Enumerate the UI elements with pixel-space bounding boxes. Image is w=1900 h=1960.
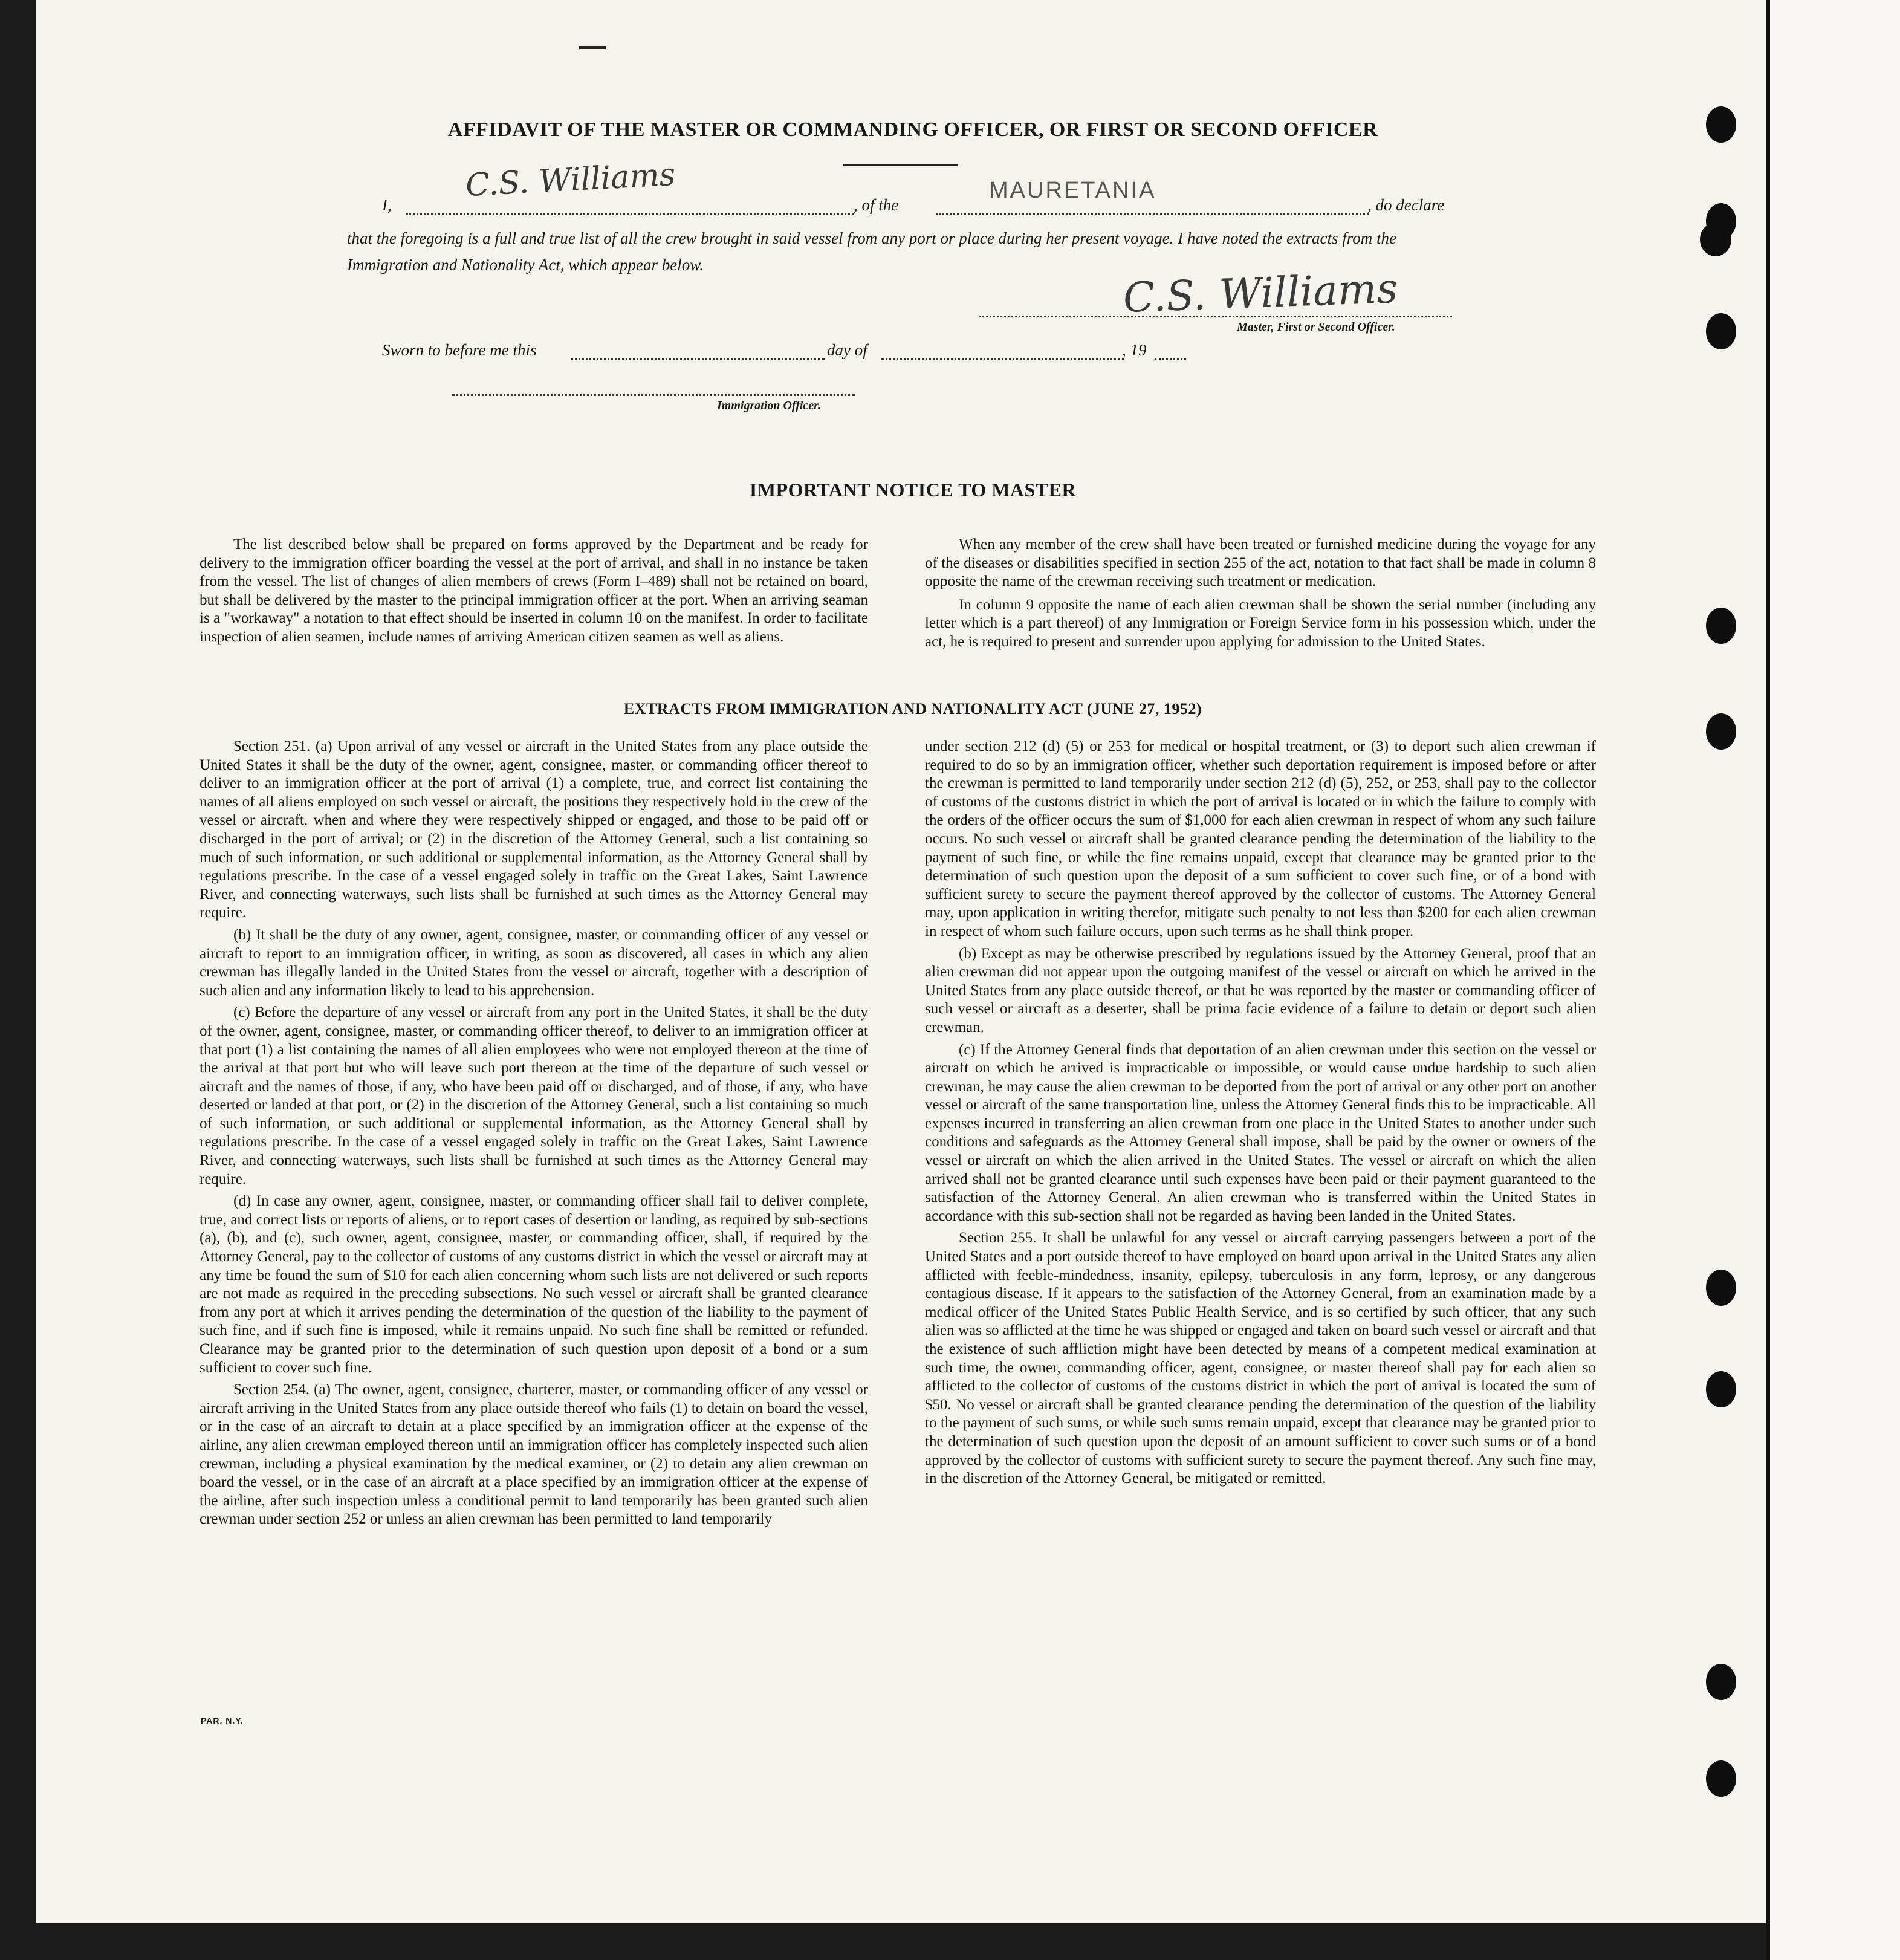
binder-margin [1766,0,1900,1960]
section-251-b: (b) It shall be the duty of any owner, agent, consignee, master, or commanding officer of any vessel or aircraft to report to an immigration officer, in writing, as soon as discovered, all cases in which any alien crewman has illegally landed in the United States from the vessel or aircraft, together with a description of such alien and any information likely to lead to his apprehension. [199,926,868,999]
month-blank [881,358,1124,360]
stray-mark [579,46,606,49]
notice-right-paragraph-1: When any member of the crew shall have been treated or furnished medicine during the voyage for any of the diseases or disabilities specified in section 255 of the act, notation to that fact shall be made in column 8 opposite the name of the crewman receiving such treatment or medication. [925,536,1596,590]
section-254-b: (b) Except as may be otherwise prescribed by regulations issued by the Attorney General, proof that an alien crewman did not appear upon the outgoing manifest of the vessel or aircraft on which he arrived in the United States from any place outside thereof, or that he was reported by the master or commanding officer of such vessel or aircraft as a deserter, shall be prima facie evidence of a failure to detain or deport such alien crewman. [925,945,1596,1036]
section-254-a-continued: under section 212 (d) (5) or 253 for medical or hospital treatment, or (3) to deport such alien crewman if required to do so by an immigration officer, whether such deportation requirement is imposed before or after the crewman is permitted to land temporarily under section 212 (d) (5), 252, or 253, shall pay to the collector of customs of the customs district in which the port of arrival is located or in which the failure to comply with the orders of the officer occurs the sum of $1,000 for each alien crewman in respect of whom any such failure occurs. No such vessel or aircraft shall be granted clearance pending the determination of the liability to the payment of such fine, or while the fine remains unpaid, except that clearance may be granted prior to the determination of such question upon the deposit of a sum sufficient to cover such fine, or of a bond with sufficient surety to secure the payment thereof approved by the collector of customs. The Attorney General may, upon application in writing therefor, mitigate such penalty to not less than $200 for each alien crewman in respect of whom such failure occurs, upon such terms as he shall think proper. [925,738,1596,939]
section-251-d: (d) In case any owner, agent, consignee, master, or commanding officer shall fail to deliver complete, true, and correct lists or reports of aliens, or to report cases of desertion or landing, as required by sub-sections (a), (b), and (c), such owner, agent, consignee, master, or commanding officer, shall, if required by the Attorney General, pay to the collector of customs of any customs district in which the vessel or aircraft may at any time be found the sum of $10 for each alien concerning whom such lists are not delivered or such reports are not made as required in the preceding subsections. No such vessel or aircraft shall be granted clearance from any port at which it arrives pending the determination of the question of the liability to the payment of such fine, and if such fine is imposed, while it remains unpaid. No such fine shall be remitted or refunded. Clearance may be granted prior to the determination of such question upon deposit of a bond or a sum sufficient to cover such fine. [199,1193,868,1376]
section-251-a: Section 251. (a) Upon arrival of any vessel or aircraft in the United States from any place outside the United States it shall be the duty of the owner, agent, consignee, master, or commanding officer thereof to deliver to an immigration officer at the port of arrival (1) a complete, true, and correct list containing the names of all aliens employed on such vessel or aircraft, the positions they respectively hold in the crew of the vessel or aircraft, when and where they were respectively shipped or engaged, and those to be paid off or discharged in the port of arrival; or (2) in the discretion of the Attorney General, such a list containing so much of such information, or such additional or supplemental information, as the Attorney General shall by regulations prescribe. In the case of a vessel engaged solely in traffic on the Great Lakes, Saint Lawrence River, and connecting waterways, such lists shall be furnished at such times as the Attorney General may require. [199,738,868,921]
section-254-a: Section 254. (a) The owner, agent, consignee, charterer, master, or commanding officer of any vessel or aircraft arriving in the United States from any place outside thereof who fails (1) to detain on board the vessel, or in the case of an aircraft to detain at a place specified by an immigration officer at the expense of the airline, any alien crewman employed thereon until an immigration officer has completely inspected such alien crewman, including a physical examination by the medical examiner, or (2) to detain any alien crewman on board the vessel, or in the case of an aircraft at a place specified by an immigration officer at the expense of the airline, after such inspection unless a conditional permit to land temporarily has been granted such alien crewman under section 252 or unless an alien crewman has been permitted to land temporarily [199,1381,868,1528]
sworn-label: Sworn to before me this [382,341,537,359]
section-254-c: (c) If the Attorney General finds that deportation of an alien crewman under this section on the vessel or aircraft on which he arrived is impracticable or impossible, or would cause undue hardship to such alien crewman, he may cause the alien crewman to be deported from the port of arrival or any other port on another vessel or aircraft of the same transportation line, unless the Attorney General finds this to be impracticable. All expenses incurred in transferring an alien crewman from one place in the United States to another under such conditions and safeguards as the Attorney General shall impose, shall be paid by the owner or owners of the vessel or aircraft on which the alien arrived in the United States. The vessel or aircraft on which the alien arrived shall not be granted clearance until such expenses have been paid or their payment guaranteed to the satisfaction of the Attorney General. An alien crewman who is transferred within the United States in accordance with this sub-section shall not be regarded as having been landed in the United States. [925,1041,1596,1224]
punch-hole [1706,1270,1736,1306]
vessel-name-stamp: MAURETANIA [989,178,1156,203]
punch-hole [1706,1664,1736,1700]
notice-right-column [925,536,1596,655]
punch-hole [1706,106,1736,143]
day-of-label: day of [827,341,867,359]
name-blank [406,213,854,215]
extracts-left-column [199,738,868,1533]
line1-of-the-label: , of the [854,196,899,214]
punch-hole [1706,608,1736,644]
punch-hole [1706,1760,1736,1797]
affidavit-title: AFFIDAVIT OF THE MASTER OR COMMANDING OFFICER, OR FIRST OR SECOND OFFICER [447,118,1378,141]
year-prefix: , 19 [1122,341,1147,359]
notice-heading: IMPORTANT NOTICE TO MASTER [749,479,1077,501]
title-rule [843,164,958,166]
extracts-heading: EXTRACTS FROM IMMIGRATION AND NATIONALITY ACT (JUNE 27, 1952) [623,700,1202,718]
signature-caption: Master, First or Second Officer. [1237,320,1395,334]
extracts-right-column [925,738,1596,1492]
section-251-c: (c) Before the departure of any vessel or aircraft from any port in the United States, it shall be the duty of the owner, agent, consignee, master, or commanding officer thereof, to deliver to an immigration officer at that port (1) a list containing the names of all alien employees who were not employed thereon at the time of the arrival at that port but who will leave such port thereon at the time of the departure of such vessel or aircraft and the names of those, if any, who have been paid off or discharged, and of those, if any, who have deserted or landed at that port, or (2) in the discretion of the Attorney General, such a list containing so much of such information, or such additional or supplemental information, as the Attorney General shall by regulations prescribe. In the case of a vessel engaged solely in traffic on the Great Lakes, Saint Lawrence River, and connecting waterways, such lists shall be furnished at such times as the Attorney General may require. [199,1004,868,1187]
sworn-day-blank [571,358,825,360]
printer-imprint: PAR. N.Y. [201,1716,244,1725]
handwritten-name: C.S. Williams [464,156,676,204]
officer-caption: Immigration Officer. [717,399,821,412]
year-blank [1155,358,1186,360]
punch-hole [1700,222,1731,256]
punch-hole [1706,713,1736,750]
declaration-text: that the foregoing is a full and true list of all the crew brought in said vessel from any port or place during her present voyage. I have noted the extracts from the Immigration and Nationality Act, which appear below. [347,229,1397,274]
notice-left-paragraph: The list described below shall be prepared on forms approved by the Department and be ready for delivery to the immigration officer boarding the vessel at the port of arrival, and shall in no instance be taken from the vessel. The list of changes of alien members of crews (Form I–489) shall not be retained on board, but shall be delivered by the master to the principal immigration officer at the port. When an arriving seaman is a "workaway" a notation to that effect should be inserted in column 10 on the manifest. In order to facilitate inspection of alien seamen, include names of arriving American citizen seamen as well as aliens. [199,536,868,645]
line1-i-label: I, [382,196,392,214]
vessel-blank [936,213,1369,215]
line1-do-declare-label: , do declare [1367,196,1445,214]
section-255: Section 255. It shall be unlawful for any vessel or aircraft carrying passengers between a port of the United States and a port outside thereof to have employed on board upon arrival in the United States any alien afflicted with feeble-mindedness, insanity, epilepsy, tuberculosis in any form, leprosy, or any dangerous contagious disease. If it appears to the satisfaction of the Attorney General, from an examination made by a medical officer of the United States Public Health Service, and is so certified by such officer, that any such alien was so afflicted at the time he was shipped or engaged and taken on board such vessel or aircraft and that the existence of such affliction might have been detected by means of a competent medical examination at such time, the owner, commanding officer, agent, consignee, or master thereof shall pay for each alien so afflicted to the collector of customs of the customs district in which the port of arrival is located the sum of $50. No vessel or aircraft shall be granted clearance pending the determination of the question of the liability to the payment of such sums, or while such sums remain unpaid, except that clearance may be granted prior to the determination of such question upon the deposit of an amount sufficient to cover such sums or of a bond approved by the collector of customs with sufficient surety to secure the payment thereof. Any such fine may, in the discretion of the Attorney General, be mitigated or remitted. [925,1230,1596,1487]
punch-hole [1706,1371,1736,1407]
notice-left-column [199,536,868,651]
punch-hole [1706,313,1736,349]
officer-signature-line [452,394,855,396]
notice-right-paragraph-2: In column 9 opposite the name of each alien crewman shall be shown the serial number (including any letter which is a part thereof) of any Immigration or Foreign Service form in his possession which, under the act, he is required to present and surrender upon applying for admission to the United States. [925,596,1596,650]
master-signature: C.S. Williams [1122,265,1399,322]
